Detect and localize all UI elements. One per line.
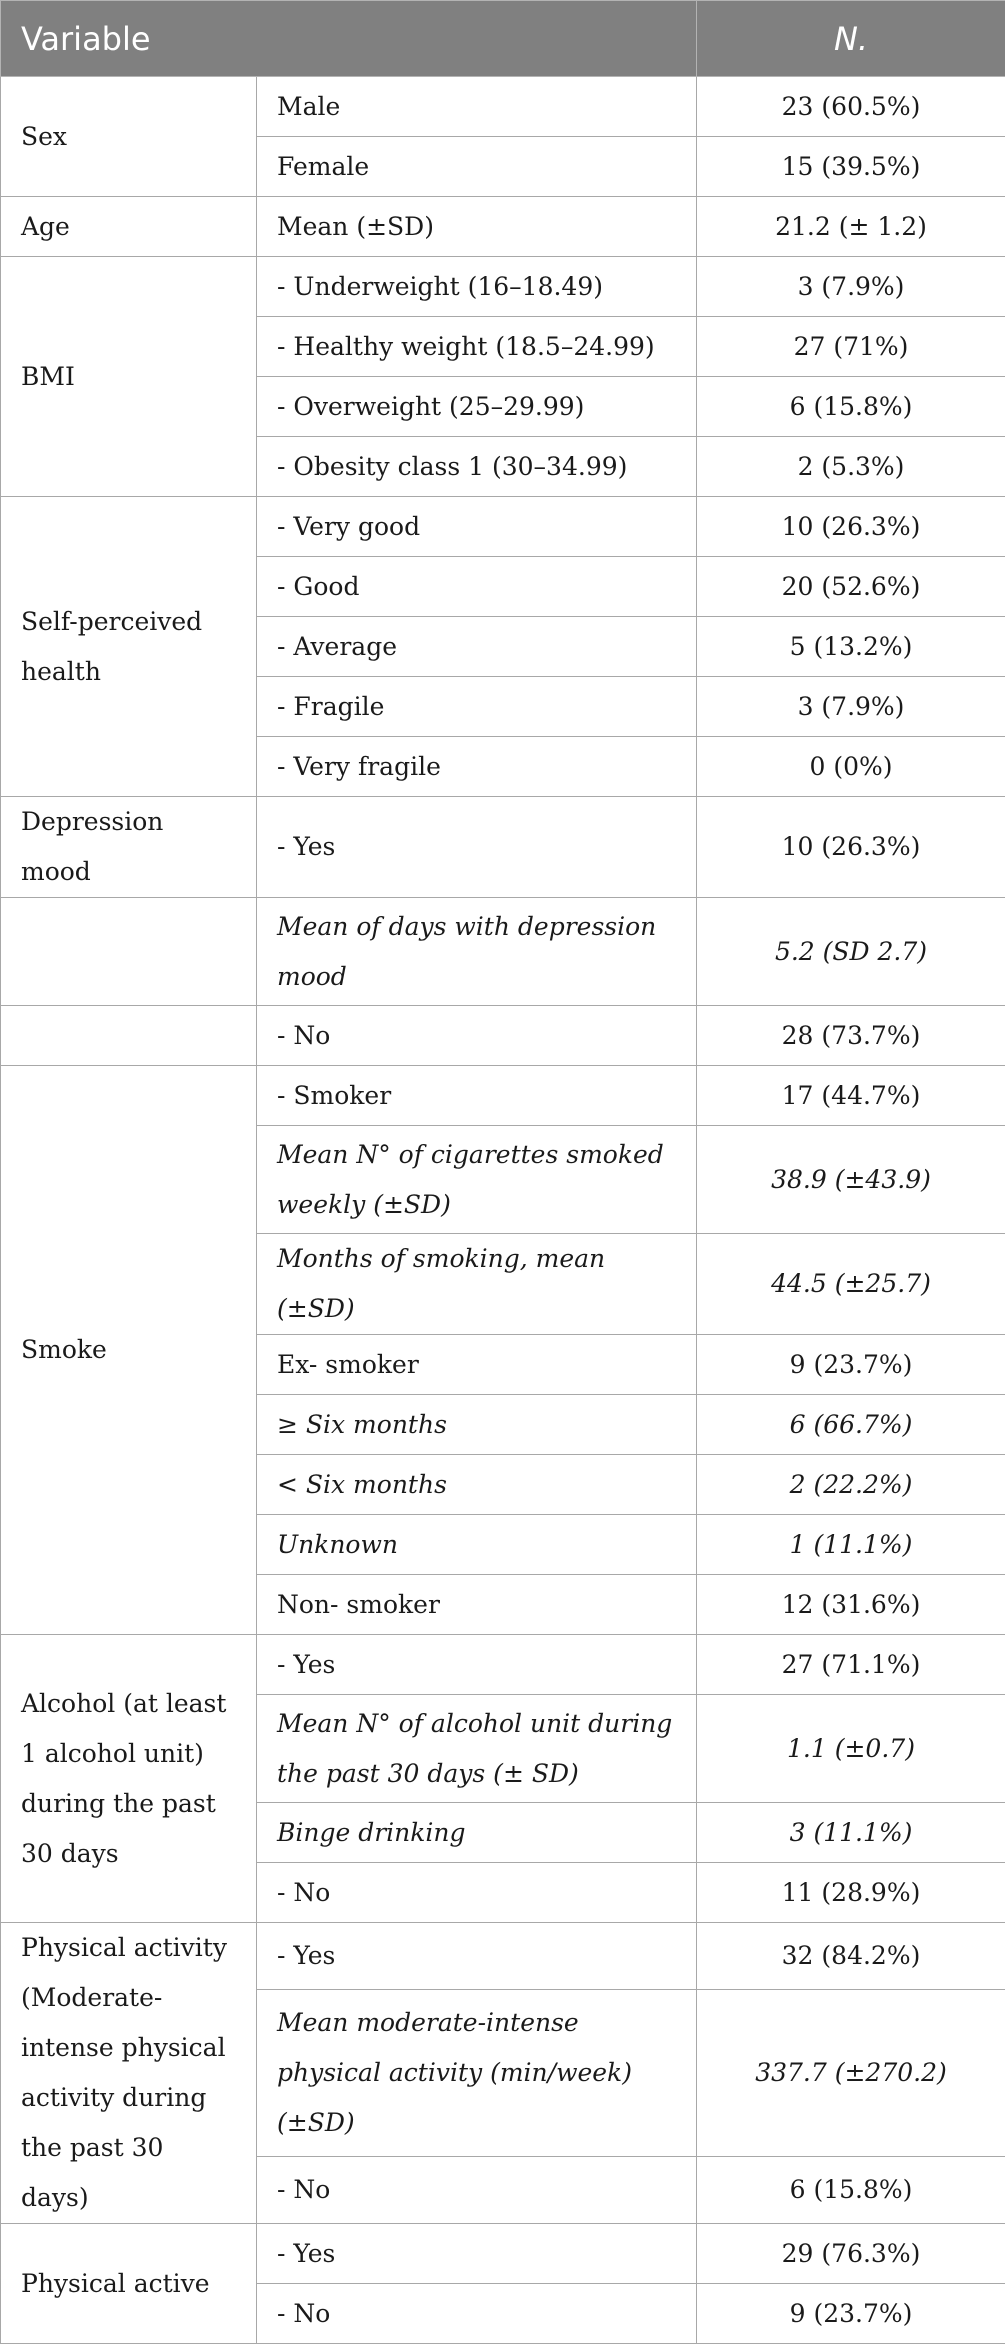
row-value: 6 (15.8%) <box>697 377 1005 437</box>
row-label: Female <box>257 137 697 197</box>
row-label: Mean of days with depression mood <box>257 898 697 1006</box>
row-value: 337.7 (±270.2) <box>697 1989 1005 2157</box>
variable-self-perceived-health: Self-perceived health <box>1 497 257 797</box>
header-n: N. <box>697 1 1005 77</box>
header-variable: Variable <box>1 1 697 77</box>
row-label: - Yes <box>257 2224 697 2284</box>
row-value: 29 (76.3%) <box>697 2224 1005 2284</box>
row-value: 44.5 (±25.7) <box>697 1234 1005 1335</box>
row-label: - Smoker <box>257 1066 697 1126</box>
row-value: 2 (22.2%) <box>697 1455 1005 1515</box>
row-value: 2 (5.3%) <box>697 437 1005 497</box>
row-value: 12 (31.6%) <box>697 1575 1005 1635</box>
row-label: - Healthy weight (18.5–24.99) <box>257 317 697 377</box>
row-value: 23 (60.5%) <box>697 77 1005 137</box>
row-label: - Underweight (16–18.49) <box>257 257 697 317</box>
row-value: 27 (71%) <box>697 317 1005 377</box>
row-value: 15 (39.5%) <box>697 137 1005 197</box>
table-row <box>1 257 1005 317</box>
row-label: - Average <box>257 617 697 677</box>
table-row <box>1 1006 1005 1066</box>
row-label: - Good <box>257 557 697 617</box>
variable-empty <box>1 898 257 1006</box>
row-label: Ex- smoker <box>257 1335 697 1395</box>
table-row <box>1 1923 1005 1990</box>
row-label: - Fragile <box>257 677 697 737</box>
row-value: 5.2 (SD 2.7) <box>697 898 1005 1006</box>
row-label: Male <box>257 77 697 137</box>
table-row <box>1 1635 1005 1695</box>
row-label: Non- smoker <box>257 1575 697 1635</box>
row-value: 17 (44.7%) <box>697 1066 1005 1126</box>
row-label: - Overweight (25–29.99) <box>257 377 697 437</box>
row-label: - No <box>257 2157 697 2224</box>
row-label: - Yes <box>257 1635 697 1695</box>
table-row <box>1 1066 1005 1126</box>
row-label: Mean (±SD) <box>257 197 697 257</box>
table-row <box>1 797 1005 898</box>
row-value: 1.1 (±0.7) <box>697 1695 1005 1803</box>
variable-sex: Sex <box>1 77 257 197</box>
row-label: Mean N° of cigarettes smoked weekly (±SD) <box>257 1126 697 1234</box>
row-value: 3 (7.9%) <box>697 257 1005 317</box>
row-label: Months of smoking, mean (±SD) <box>257 1234 697 1335</box>
row-value: 6 (15.8%) <box>697 2157 1005 2224</box>
row-value: 38.9 (±43.9) <box>697 1126 1005 1234</box>
row-label: Mean moderate-intense physical activity (min/week) (±SD) <box>257 1989 697 2157</box>
variable-age: Age <box>1 197 257 257</box>
row-value: 9 (23.7%) <box>697 2284 1005 2344</box>
row-value: 11 (28.9%) <box>697 1863 1005 1923</box>
header-row <box>1 1 1005 77</box>
table-row <box>1 2224 1005 2284</box>
variable-empty <box>1 1006 257 1066</box>
variable-smoke: Smoke <box>1 1066 257 1635</box>
row-label: Unknown <box>257 1515 697 1575</box>
row-label: - No <box>257 1006 697 1066</box>
row-label: - No <box>257 1863 697 1923</box>
row-label: - Very fragile <box>257 737 697 797</box>
row-label: - Very good <box>257 497 697 557</box>
variable-depression-mood: Depression mood <box>1 797 257 898</box>
table-row <box>1 197 1005 257</box>
row-value: 5 (13.2%) <box>697 617 1005 677</box>
row-value: 9 (23.7%) <box>697 1335 1005 1395</box>
variable-physical-active: Physical active <box>1 2224 257 2344</box>
row-label: - Obesity class 1 (30–34.99) <box>257 437 697 497</box>
row-value: 27 (71.1%) <box>697 1635 1005 1695</box>
variable-alcohol: Alcohol (at least 1 alcohol unit) during the past 30 days <box>1 1635 257 1923</box>
row-value: 3 (11.1%) <box>697 1803 1005 1863</box>
row-value: 28 (73.7%) <box>697 1006 1005 1066</box>
row-value: 10 (26.3%) <box>697 497 1005 557</box>
variable-physical-activity: Physical activity (Moderate-intense physical activity during the past 30 days) <box>1 1923 257 2224</box>
row-label: ≥ Six months <box>257 1395 697 1455</box>
row-value: 1 (11.1%) <box>697 1515 1005 1575</box>
row-label: Mean N° of alcohol unit during the past 30 days (± SD) <box>257 1695 697 1803</box>
table-row <box>1 497 1005 557</box>
row-value: 0 (0%) <box>697 737 1005 797</box>
row-label: - Yes <box>257 797 697 898</box>
row-value: 20 (52.6%) <box>697 557 1005 617</box>
row-value: 6 (66.7%) <box>697 1395 1005 1455</box>
row-label: < Six months <box>257 1455 697 1515</box>
row-value: 3 (7.9%) <box>697 677 1005 737</box>
table-row <box>1 77 1005 137</box>
row-label: Binge drinking <box>257 1803 697 1863</box>
row-value: 21.2 (± 1.2) <box>697 197 1005 257</box>
variable-bmi: BMI <box>1 257 257 497</box>
row-label: - No <box>257 2284 697 2344</box>
row-value: 10 (26.3%) <box>697 797 1005 898</box>
table-row <box>1 898 1005 1006</box>
row-label: - Yes <box>257 1923 697 1990</box>
row-value: 32 (84.2%) <box>697 1923 1005 1990</box>
